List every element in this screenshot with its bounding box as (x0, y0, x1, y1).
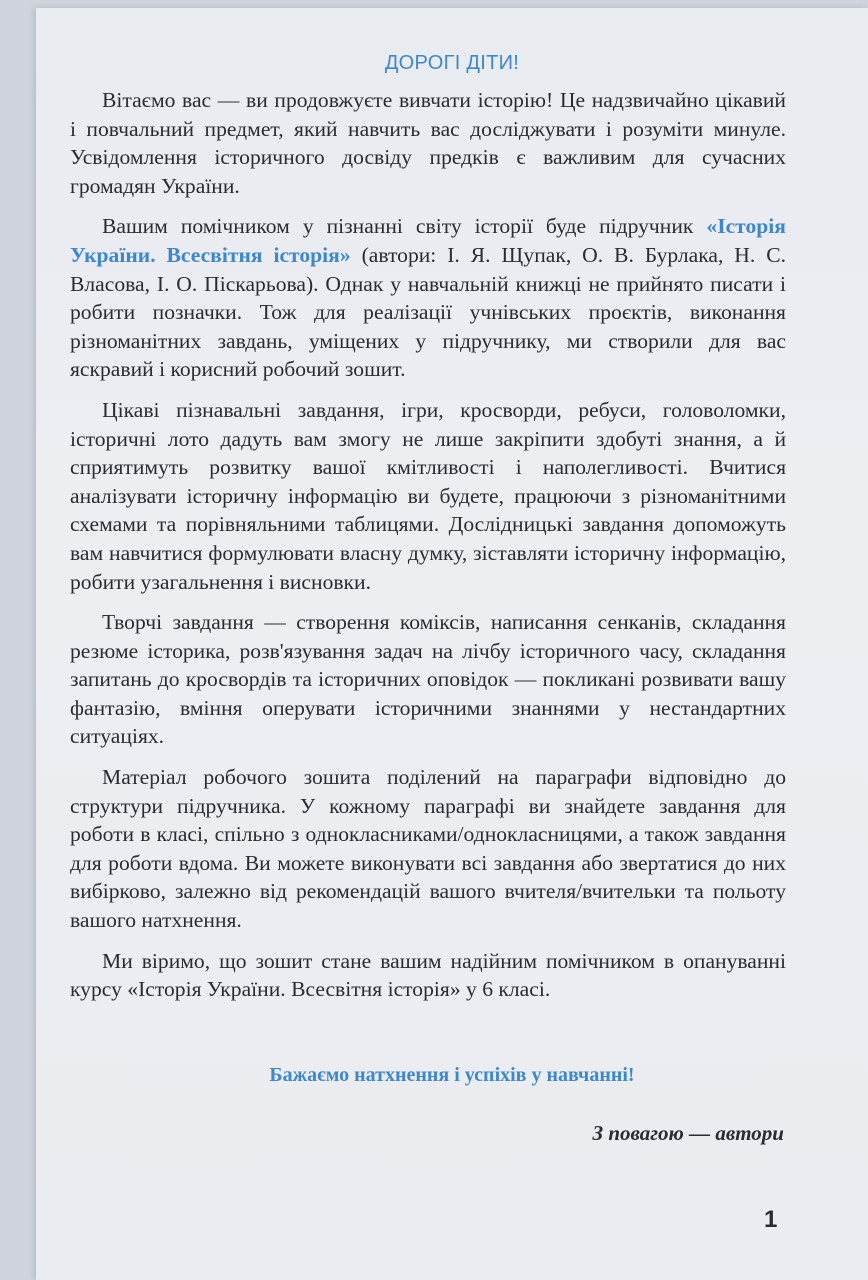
body-text (70, 86, 786, 1016)
paragraph-creative: Творчі завдання — створення коміксів, написання сенканів, складання резюме історика, розв'язування задач на лічбу історичного часу, складання запитань до кросвордів та історичних оповідок — покликані розвивати вашу фантазію, вміння оперувати історичними знаннями у нестандартних ситуаціях. (70, 610, 786, 749)
paragraph-textbook (70, 212, 786, 384)
paragraph-textbook-lead: Вашим помічником у пізнанні світу історії буде підручник (102, 214, 707, 239)
paragraph-tasks: Цікаві пізнавальні завдання, ігри, кросворди, ребуси, головоломки, історичні лото дадуть вам змогу не лише закріпити здобуті знання, а й сприятимуть розвитку вашої кмітливості і наполегливості. Вчитися аналізувати історичну інформацію ви будете, працюючи з різноманітними схемами та порівняльними таблицями. Дослідницькі завдання допоможуть вам навчитися формулювати власну думку, зіставляти історичну інформацію, робити узагальнення і висновки. (70, 397, 786, 594)
paragraph-belief: Ми віримо, що зошит стане вашим надійним помічником в опануванні курсу «Історія України. Всесвітня історія» у 6 класі. (70, 948, 786, 1002)
textbook-title: «Історія України. Всесвітня історія» (70, 214, 786, 267)
paragraph-textbook-rest: (автори: І. Я. Щупак, О. В. Бурлака, Н. С. Власова, І. О. Піскарьова). Однак у навчальній книжці не прийнято писати і робити позначки. Тож для реалізації учнівських проєктів, виконання різноманітних завдань, уміщених у підручнику, ми створили для вас яскравий і корисний робочий зошит. (70, 242, 786, 382)
page-heading: ДОРОГІ ДІТИ! (384, 52, 520, 74)
page-number: 1 (764, 1206, 778, 1233)
wish-line: Бажаємо натхнення і успіхів у навчанні! (269, 1064, 635, 1086)
paragraph-intro: Вітаємо вас — ви продовжуєте вивчати історію! Це надзвичайно цікавий і повчальний предмет, який навчить вас досліджувати і розуміти минуле. Усвідомлення історичного досвіду предків є важливим для сучасних громадян України. (70, 88, 786, 198)
signature: З повагою — автори (592, 1121, 784, 1145)
paragraph-structure: Матеріал робочого зошита поділений на параграфи відповідно до структури підручника. У кожному параграфі ви знайдете завдання для роботи в класі, спільно з однокласниками/однокласницями, а також завдання для роботи вдома. Ви можете виконувати всі завдання або звертатися до них вибірково, залежно від рекомендацій вашого вчителя/вчительки та польоту вашого натхнення. (70, 765, 786, 933)
